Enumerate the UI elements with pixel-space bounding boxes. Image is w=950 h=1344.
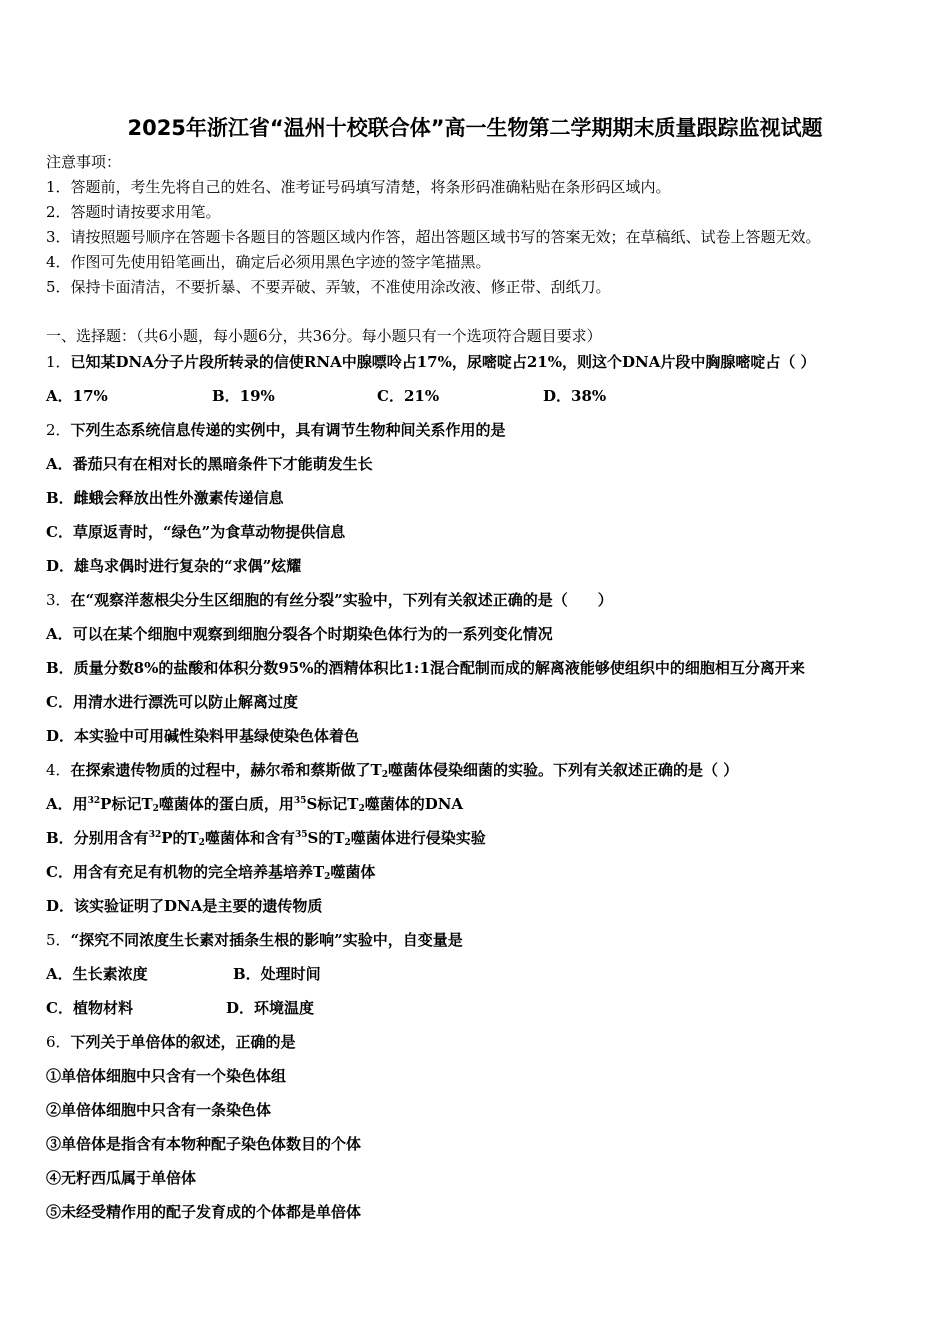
subscript: 2 xyxy=(152,804,159,814)
question-number: 2． xyxy=(46,421,71,439)
option-d: D．本实验中可用碱性染料甲基绿使染色体着色 xyxy=(46,727,360,745)
superscript: 35 xyxy=(293,796,307,806)
option-b: B．质量分数8%的盐酸和体积分数95%的酒精体积比1:1混合配制而成的解离液能够使组织中的细胞相互分离开来 xyxy=(46,659,805,677)
option-text: C．用含有充足有机物的完全培养基培养T xyxy=(46,863,325,881)
option-c: C．用清水进行漂洗可以防止解离过度 xyxy=(46,693,298,711)
option-c xyxy=(46,862,375,882)
question-number: 5． xyxy=(46,931,71,949)
statement-item: ③单倍体是指含有本物种配子染色体数目的个体 xyxy=(46,1135,362,1153)
subscript: 2 xyxy=(358,804,365,814)
subscript: 2 xyxy=(381,770,388,780)
option-b: B．雌蛾会释放出性外激素传递信息 xyxy=(46,489,284,507)
option-a: A．生长素浓度 xyxy=(46,965,148,983)
superscript: 32 xyxy=(148,830,162,840)
option-b: B．处理时间 xyxy=(233,965,321,983)
superscript: 32 xyxy=(87,796,101,806)
option-text: 噬菌体的蛋白质，用 xyxy=(158,795,294,813)
option-text: P的T xyxy=(161,829,199,847)
option-text: 噬菌体和含有 xyxy=(204,829,295,847)
option-text: P标记T xyxy=(100,795,153,813)
option-text: 噬菌体进行侵染实验 xyxy=(350,829,486,847)
exam-title: 2025年浙江省“温州十校联合体”高一生物第二学期期末质量跟踪监视试题 xyxy=(127,116,823,140)
section-heading: 一、选择题：（共6小题，每小题6分，共36分。每小题只有一个选项符合题目要求） xyxy=(46,327,602,345)
option-a: A．17% xyxy=(46,387,108,405)
option-text: B．分别用含有 xyxy=(46,829,149,847)
subscript: 2 xyxy=(324,872,331,882)
question-stem: 已知某DNA分子片段所转录的信使RNA中腺嘌呤占17%，尿嘧啶占21%，则这个DNA片段中胸腺嘧啶占（ ） xyxy=(70,353,816,371)
option-d: D．该实验证明了DNA是主要的遗传物质 xyxy=(46,897,323,915)
question-number: 3． xyxy=(46,591,71,609)
question-stem: 在探索遗传物质的过程中，赫尔希和蔡斯做了T xyxy=(70,761,382,779)
question-stem: 下列关于单倍体的叙述，正确的是 xyxy=(70,1033,296,1051)
question-stem: “探究不同浓度生长素对插条生根的影响”实验中，自变量是 xyxy=(70,931,463,949)
notice-item: 2．答题时请按要求用笔。 xyxy=(46,203,221,221)
notice-item: 4．作图可先使用铅笔画出，确定后必须用黑色字迹的签字笔描黑。 xyxy=(46,253,491,271)
option-a xyxy=(46,794,463,814)
option-c: C．21% xyxy=(377,387,440,405)
notice-item: 5．保持卡面清洁，不要折暴、不要弄破、弄皱，不准使用涂改液、修正带、刮纸刀。 xyxy=(46,278,611,296)
option-d: D．环境温度 xyxy=(226,999,315,1017)
subscript: 2 xyxy=(198,838,205,848)
option-text: 噬菌体的DNA xyxy=(364,795,464,813)
question-stem: 在“观察洋葱根尖分生区细胞的有丝分裂”实验中，下列有关叙述正确的是（ ） xyxy=(70,591,613,609)
statement-item: ①单倍体细胞中只含有一个染色体组 xyxy=(46,1067,287,1085)
option-d: D．雄鸟求偶时进行复杂的“求偶”炫耀 xyxy=(46,557,302,575)
option-c: C．草原返青时，“绿色”为食草动物提供信息 xyxy=(46,523,346,541)
question-5 xyxy=(46,930,463,950)
option-text: S标记T xyxy=(306,795,359,813)
option-c: C．植物材料 xyxy=(46,999,133,1017)
option-text: A．用 xyxy=(46,795,88,813)
option-d: D．38% xyxy=(543,387,607,405)
question-stem: 下列生态系统信息传递的实例中，具有调节生物种间关系作用的是 xyxy=(70,421,506,439)
notice-item: 1．答题前，考生先将自己的姓名、准考证号码填写清楚，将条形码准确粘贴在条形码区域内。 xyxy=(46,178,671,196)
option-text: S的T xyxy=(307,829,345,847)
option-a: A．可以在某个细胞中观察到细胞分裂各个时期染色体行为的一系列变化情况 xyxy=(46,625,553,643)
question-stem: 噬菌体侵染细菌的实验。下列有关叙述正确的是（ ） xyxy=(387,761,739,779)
question-number: 1． xyxy=(46,353,71,371)
notice-item: 3．请按照题号顺序在答题卡各题目的答题区域内作答，超出答题区域书写的答案无效；在草稿纸、试卷上答题无效。 xyxy=(46,228,821,246)
question-2 xyxy=(46,420,506,440)
superscript: 35 xyxy=(294,830,308,840)
question-1 xyxy=(46,352,816,372)
subscript: 2 xyxy=(344,838,351,848)
option-b: B．19% xyxy=(212,387,275,405)
statement-item: ②单倍体细胞中只含有一条染色体 xyxy=(46,1101,272,1119)
question-4 xyxy=(46,760,738,780)
notice-heading: 注意事项： xyxy=(46,153,122,171)
statement-item: ④无籽西瓜属于单倍体 xyxy=(46,1169,197,1187)
statement-item: ⑤未经受精作用的配子发育成的个体都是单倍体 xyxy=(46,1203,362,1221)
option-text: 噬菌体 xyxy=(330,863,376,881)
question-3 xyxy=(46,590,613,610)
option-b xyxy=(46,828,486,848)
question-6 xyxy=(46,1032,296,1052)
question-number: 6． xyxy=(46,1033,71,1051)
question-number: 4． xyxy=(46,761,71,779)
option-a: A．番茄只有在相对长的黑暗条件下才能萌发生长 xyxy=(46,455,373,473)
